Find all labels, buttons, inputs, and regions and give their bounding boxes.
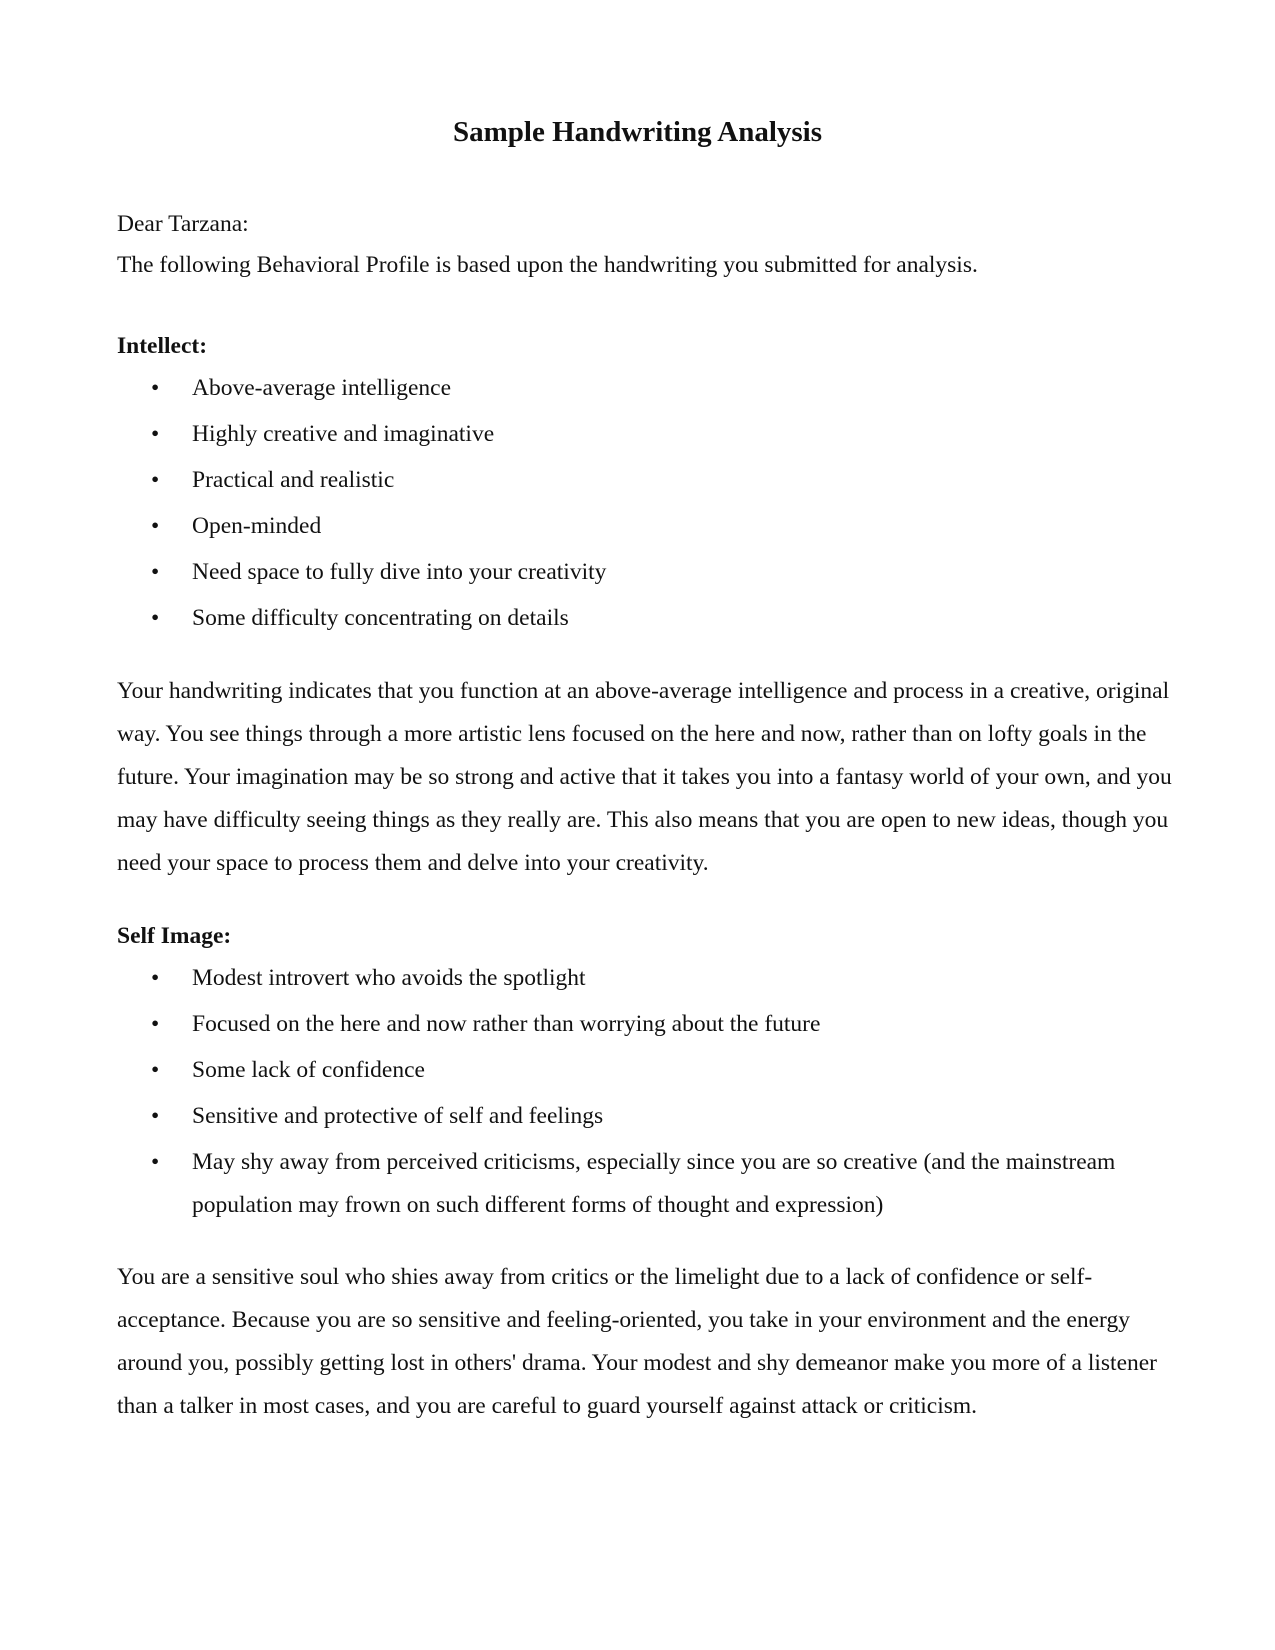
bullet-icon: • — [151, 1149, 160, 1175]
bullet-icon: • — [151, 1103, 160, 1129]
list-item: • Some lack of confidence — [117, 1049, 1177, 1092]
list-item: • Sensitive and protective of self and feelings — [117, 1095, 1177, 1138]
bullet-icon: • — [151, 559, 160, 585]
bullet-icon: • — [151, 421, 160, 447]
intellect-bullet-list — [117, 367, 1177, 643]
section-heading-intellect: Intellect: — [117, 333, 208, 359]
list-item: • Some difficulty concentrating on details — [117, 597, 1177, 640]
bullet-icon: • — [151, 1011, 160, 1037]
bullet-icon: • — [151, 467, 160, 493]
list-item: • Highly creative and imaginative — [117, 413, 1177, 456]
section-heading-self-image: Self Image: — [117, 923, 232, 949]
list-item: • Need space to fully dive into your creativity — [117, 551, 1177, 594]
intro-text: The following Behavioral Profile is based upon the handwriting you submitted for analysis. — [117, 252, 978, 278]
list-item: • Focused on the here and now rather than worrying about the future — [117, 1003, 1177, 1046]
intellect-paragraph: Your handwriting indicates that you function at an above-average intelligence and process in a creative, original way. You see things through a more artistic lens focused on the here and now, rather than on lofty goals in the future. Your imagination may be so strong and active that it takes you into a fantasy world of your own, and you may have difficulty seeing things as they really are. This also means that you are open to new ideas, though you need your space to process them and delve into your creativity. — [117, 678, 1172, 876]
list-item: • Above-average intelligence — [117, 367, 1177, 410]
bullet-icon: • — [151, 965, 160, 991]
self-image-paragraph: You are a sensitive soul who shies away from critics or the limelight due to a lack of confidence or self-acceptance. Because you are so sensitive and feeling-oriented, you take in your environment and the energy around you, possibly getting lost in others' drama. Your modest and shy demeanor make you more of a listener than a talker in most cases, and you are careful to guard yourself against attack or criticism. — [117, 1264, 1158, 1419]
list-item: • Practical and realistic — [117, 459, 1177, 502]
list-item: • Modest introvert who avoids the spotlight — [117, 957, 1177, 1000]
bullet-icon: • — [151, 605, 160, 631]
bullet-icon: • — [151, 513, 160, 539]
bullet-icon: • — [151, 1057, 160, 1083]
page-title: Sample Handwriting Analysis — [452, 116, 823, 148]
self-image-bullet-list — [117, 957, 1177, 1230]
list-item: • May shy away from perceived criticisms, especially since you are so creative (and the mainstream population may frown on such different forms of thought and expression) — [117, 1141, 1192, 1227]
bullet-icon: • — [151, 375, 160, 401]
greeting: Dear Tarzana: — [117, 211, 249, 237]
list-item: • Open-minded — [117, 505, 1177, 548]
